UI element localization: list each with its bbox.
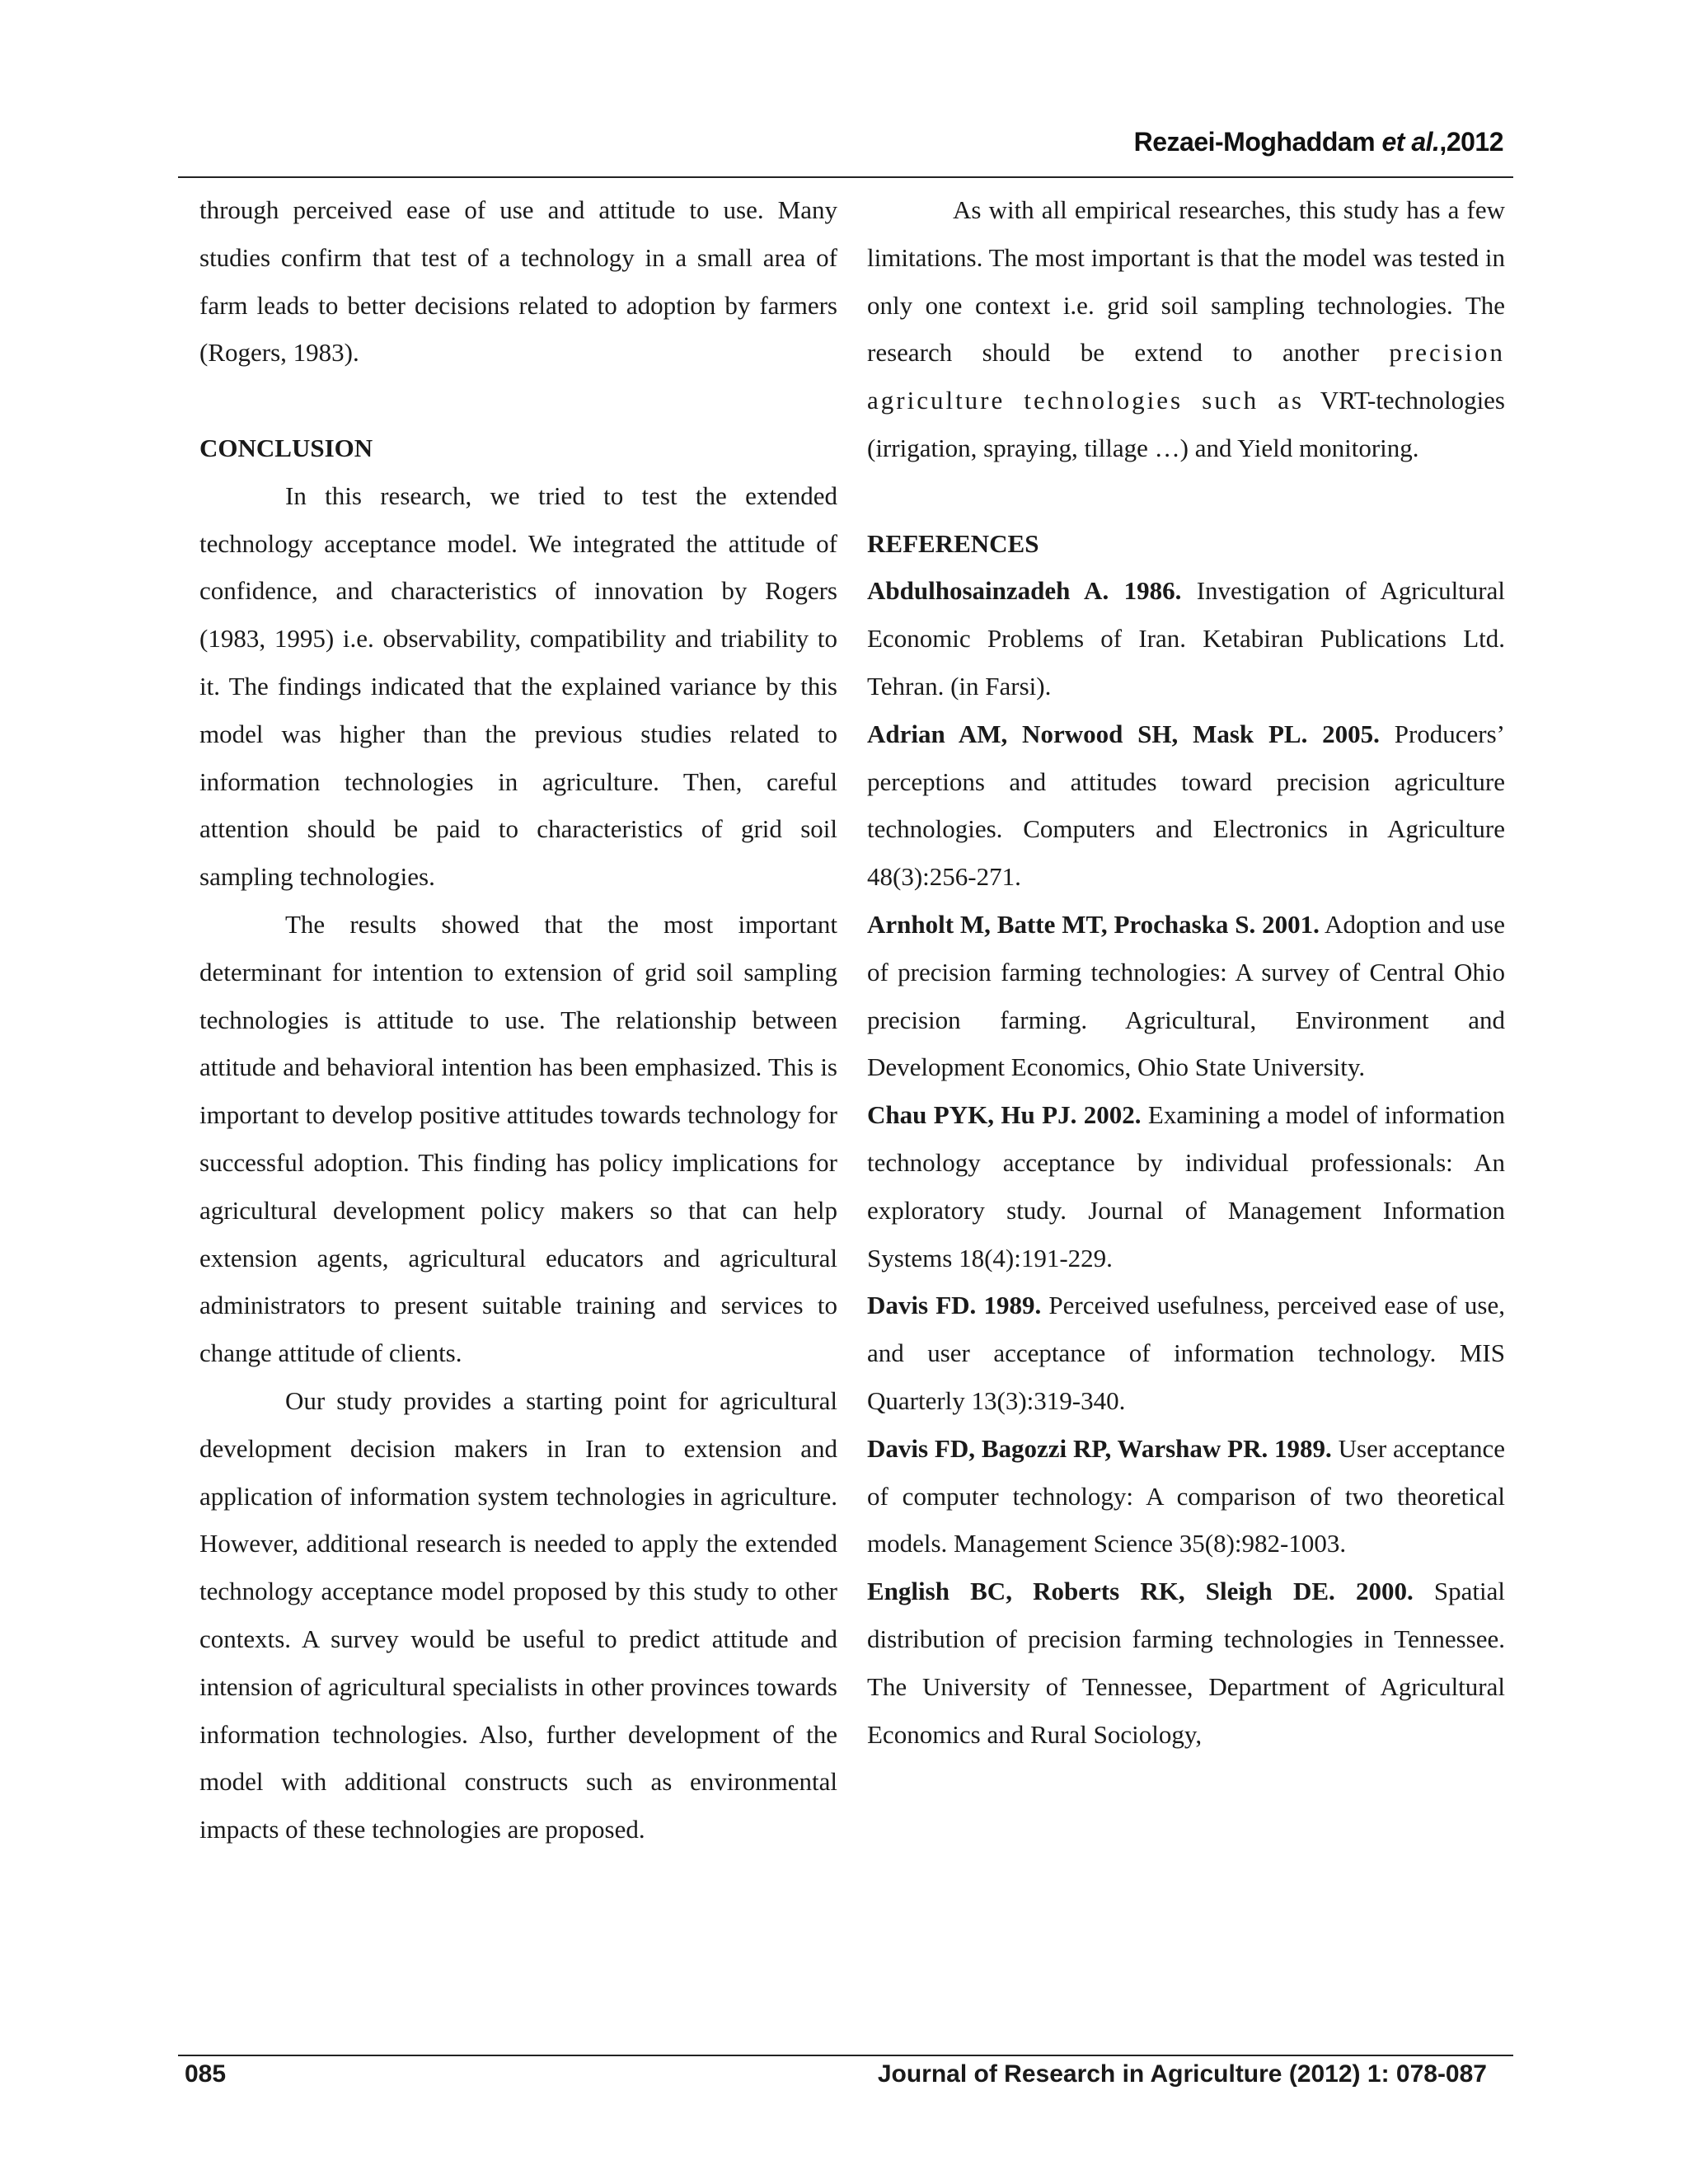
reference-text: Examining a model of information technology acceptance by individual professionals: An exploratory study. Journal of Management Information Systems 18(4):191-229. [867,1100,1505,1272]
reference-authors: English BC, Roberts RK, Sleigh DE. 2000. [867,1577,1414,1606]
reference-authors: Davis FD, Bagozzi RP, Warshaw PR. 1989. [867,1433,1332,1463]
limitations-text-c: VRT-technologies (irrigation, spraying, tillage …) and Yield monitoring. [867,386,1505,462]
reference-list [867,567,1505,1758]
right-column [867,186,1505,1758]
reference-item [867,1091,1505,1282]
reference-text: Investigation of Agricultural Economic Problems of Iran. Ketabiran Publications Ltd. Tehran. (in Farsi). [867,576,1505,701]
reference-item [867,901,1505,1091]
page-number: 085 [185,2060,227,2088]
reference-item [867,567,1505,710]
running-head-author: Rezaei-Moghaddam [1133,127,1376,157]
limitations-paragraph [867,186,1505,472]
running-head-year: ,2012 [1439,127,1503,157]
reference-text: Perceived usefulness, perceived ease of use, and user acceptance of information technology. MIS Quarterly 13(3):319-340. [867,1291,1506,1415]
footer-rule [178,2055,1513,2056]
reference-item [867,710,1505,901]
reference-authors: Arnholt M, Batte MT, Prochaska S. 2001. [867,909,1320,939]
left-paragraph-continued: through perceived ease of use and attitude to use. Many studies confirm that test of a technology in a small area of farm leads to better decisions related to adoption by farmers (Rogers, 1983). [199,195,837,368]
conclusion-heading: CONCLUSION [199,433,373,462]
conclusion-paragraph-1: In this research, we tried to test the extended technology acceptance model. We integrated the attitude of confidence, and characteristics of innovation by Rogers (1983, 1995) i.e. observability, compatibility and triability to it. The findings indicated that the explained variance by this model was higher than the previous studies related to information technologies in agriculture. Then, careful attention should be paid to characteristics of grid soil sampling technologies. [199,480,837,892]
left-column [199,186,837,1854]
reference-item [867,1568,1505,1758]
reference-authors: Abdulhosainzadeh A. 1986. [867,576,1182,606]
journal-citation: Journal of Research in Agriculture (2012) 1: 078-087 [877,2060,1487,2088]
reference-text: User acceptance of computer technology: A comparison of two theoretical models. Management Science 35(8):982-1003. [867,1433,1505,1558]
reference-authors: Chau PYK, Hu PJ. 2002. [867,1100,1142,1130]
reference-text: Producers’ perceptions and attitudes toward precision agriculture technologies. Computers and Electronics in Agriculture 48(3):256-271. [867,719,1506,892]
conclusion-paragraph-2: The results showed that the most important determinant for intention to extension of grid soil sampling technologies is attitude to use. The relationship between attitude and behavioral intention has been emphasized. This is important to develop positive attitudes towards technology for successful adoption. This finding has policy implications for agricultural development policy makers so that can help extension agents, agricultural educators and agricultural administrators to present suitable training and services to change attitude of clients. [199,909,837,1368]
reference-text: Adoption and use of precision farming technologies: A survey of Central Ohio precision farming. Agricultural, Environment and Development Economics, Ohio State University. [867,909,1505,1082]
references-heading: REFERENCES [867,528,1039,558]
limitations-text-b: precision agriculture technologies such as [867,338,1506,415]
reference-authors: Adrian AM, Norwood SH, Mask PL. 2005. [867,719,1380,748]
reference-item [867,1425,1505,1568]
running-head-etal: et al. [1381,127,1440,157]
header-rule [178,176,1513,178]
running-head [1134,127,1503,157]
reference-authors: Davis FD. 1989. [867,1291,1042,1320]
limitations-text-a: As with all empirical researches, this study has a few limitations. The most important is that the model was tested in only one context i.e. grid soil sampling technologies. The research should be extend to another [867,195,1505,368]
reference-item [867,1282,1505,1424]
reference-text: Spatial distribution of precision farming technologies in Tennessee. The University of Tennessee, Department of Agricultural Economics and Rural Sociology, [867,1577,1505,1749]
conclusion-paragraph-3: Our study provides a starting point for agricultural development decision makers in Iran to extension and application of information system technologies in agriculture. However, additional research is needed to apply the extended technology acceptance model proposed by this study to other contexts. A survey would be useful to predict attitude and intension of agricultural specialists in other provinces towards information technologies. Also, further development of the model with additional constructs such as environmental impacts of these technologies are proposed. [199,1385,837,1844]
